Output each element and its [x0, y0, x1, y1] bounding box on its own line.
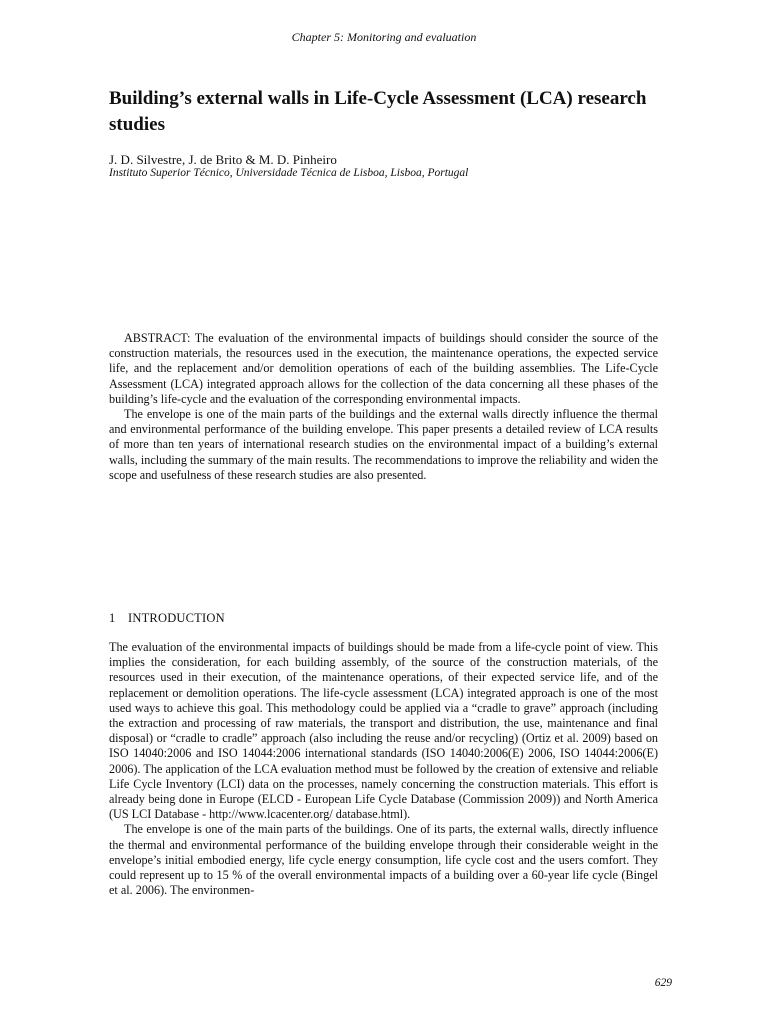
section-number: 1 — [109, 611, 116, 625]
running-header: Chapter 5: Monitoring and evaluation — [291, 30, 477, 44]
section-title: INTRODUCTION — [128, 611, 225, 625]
paper-title: Building’s external walls in Life-Cycle Assessment (LCA) research studies — [109, 88, 647, 135]
abstract-paragraph: The envelope is one of the main parts of the buildings and the external walls directly influence the thermal and environmental performance of the building envelope. This paper presents a detailed review of LCA results of more than ten years of international research studies on the environmental impact of a building’s external walls, including the summary of the main results. The recommendations to improve the reliability and widen the scope and usefulness of these research studies are also presented. — [109, 407, 658, 482]
section-heading — [109, 611, 225, 626]
paper-authors: J. D. Silvestre, J. de Brito & M. D. Pinheiro — [109, 152, 337, 167]
paper-affiliation: Instituto Superior Técnico, Universidade Técnica de Lisboa, Lisboa, Portugal — [109, 167, 469, 179]
abstract — [109, 331, 658, 483]
page-number: 629 — [654, 977, 672, 989]
body-paragraph: The envelope is one of the main parts of the buildings. One of its parts, the external walls, directly influence the thermal and environmental performance of the building envelope through their considerable weight in the envelope’s initial embodied energy, life cycle energy consumption, life cycle cost and the users comfort. They could represent up to 15 % of the overall environmental impacts of a building over a 60-year life cycle (Bingel et al. 2006). The environmen- — [109, 822, 658, 898]
section-body — [109, 640, 658, 898]
abstract-paragraph: ABSTRACT: The evaluation of the environmental impacts of buildings should consider the source of the construction materials, the resources used in the execution, the maintenance operations, the expected service life, and the replacement and/or demolition operations of each of the building assemblies. The Life-Cycle Assessment (LCA) integrated approach allows for the collection of the data concerning all these phases of the building’s life-cycle and the evaluation of the corresponding environmental impacts. — [109, 331, 658, 406]
body-paragraph: The evaluation of the environmental impacts of buildings should be made from a life-cycle point of view. This implies the consideration, for each building assembly, of the source of the construction materials, of the resources used in their execution, of the maintenance operations, of their expected service life, and of the replacement or demolition operations. The life-cycle assessment (LCA) integrated approach is one of the most used ways to achieve this goal. This methodology could be applied via a “cradle to grave” approach (including the extraction and processing of raw materials, the transport and distribution, the use, maintenance and final disposal) or “cradle to cradle” approach (also including the reuse and/or recycling) (Ortiz et al. 2009) based on ISO 14040:2006 and ISO 14044:2006 international standards (ISO 14040:2006(E) 2006, ISO 14044:2006(E) 2006). The application of the LCA evaluation method must be followed by the creation of extensive and reliable Life Cycle Inventory (LCI) data on the processes, namely concerning the construction materials. This effort is already being done in Europe (ELCD - European Life Cycle Database (Commission 2009)) and North America (US LCI Database - http://www.lcacenter.org/ database.html). — [109, 640, 658, 822]
